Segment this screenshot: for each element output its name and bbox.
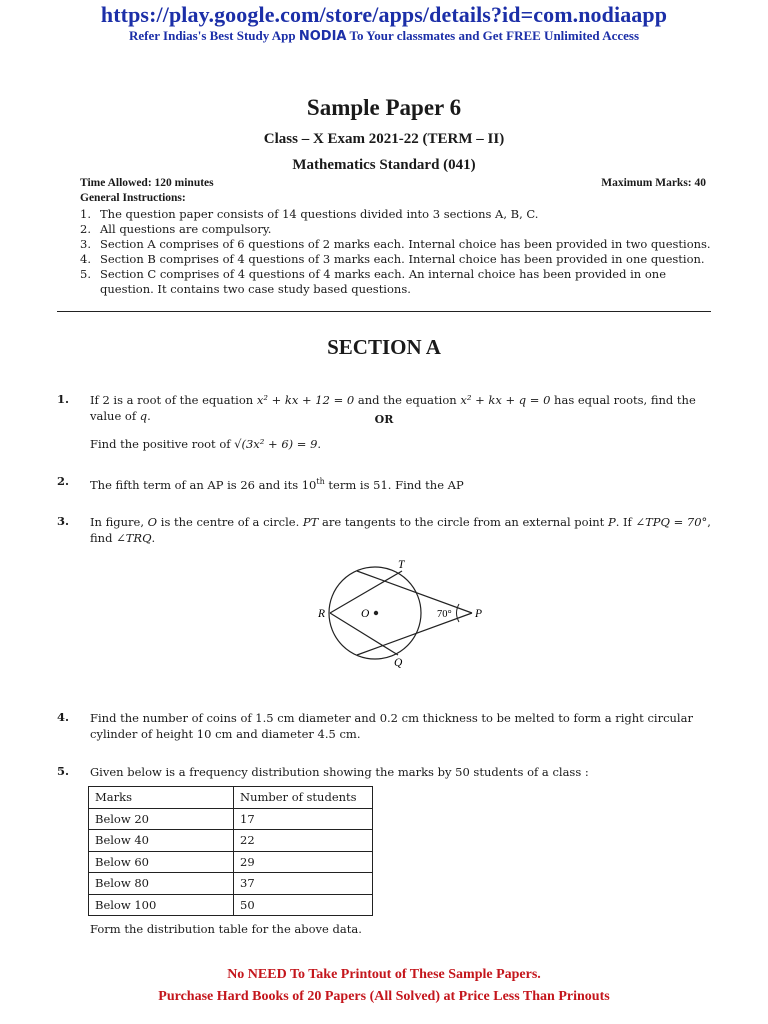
table-cell: 50 [234, 894, 373, 916]
instruction-text: Section A comprises of 6 questions of 2 marks each. Internal choice has been provided in two questions. [100, 237, 711, 251]
q3-centre-o: O [147, 515, 158, 529]
table-cell: Below 80 [89, 873, 234, 895]
q1-text-b: and the equation [354, 393, 461, 407]
instruction-text: Section C comprises of 4 questions of 4 marks each. An internal choice has been provided in one question. It contains two case study based questions. [100, 267, 667, 296]
q1-text-a: If 2 is a root of the equation [90, 393, 257, 407]
question-2-text [90, 474, 715, 493]
label-o: O [361, 608, 370, 620]
table-cell: Below 60 [89, 851, 234, 873]
tangent-pq-line [357, 613, 472, 655]
q2-superscript: th [316, 477, 325, 486]
referral-prefix: Refer Indias's Best Study App [128, 28, 299, 43]
table-header-cell: Number of students [234, 787, 373, 809]
angle-70-label: 70° [437, 609, 452, 620]
q1-equation-2: x² + kx + q = 0 [460, 393, 551, 407]
question-1-alternative [90, 436, 715, 452]
question-number: 5. [57, 764, 70, 778]
table-cell: 29 [234, 851, 373, 873]
q3-angle-trq: ∠TRQ [116, 531, 152, 545]
or-label: OR [374, 413, 394, 426]
q3-angle-tpq: ∠TPQ = 70° [635, 515, 708, 529]
q1-variable-q: q [139, 409, 148, 423]
question-5-text: Given below is a frequency distribution showing the marks by 50 students of a class : [90, 765, 589, 779]
q3-tangents-pt: PT [302, 515, 319, 529]
class-exam-line: Class – X Exam 2021-22 (TERM – II) [263, 131, 505, 147]
instruction-number: 4. [80, 252, 91, 266]
q1-text-d: . [147, 409, 151, 423]
label-p: P [475, 608, 483, 620]
marks-frequency-table [88, 786, 373, 916]
chord-rt-line [330, 571, 402, 613]
q2-text-b: term is 51. Find the AP [324, 477, 464, 492]
tangent-pt-line [357, 571, 472, 613]
table-cell: Below 100 [89, 894, 234, 916]
instructions-title: General Instructions: [80, 192, 186, 204]
table-cell: Below 20 [89, 808, 234, 830]
q3-text-a: In figure, [90, 515, 148, 529]
q1-equation-1: x² + kx + 12 = 0 [256, 393, 355, 407]
table-row [89, 808, 373, 830]
angle-arc [457, 604, 460, 622]
table-header-cell: Marks [89, 787, 234, 809]
instruction-number: 2. [80, 222, 91, 236]
table-row [89, 894, 373, 916]
q3-text-d: . If [615, 515, 636, 529]
q1-alt-end: . [317, 437, 322, 451]
instruction-text: The question paper consists of 14 questions divided into 3 sections A, B, C. [100, 207, 539, 221]
table-header-row [89, 787, 373, 809]
question-4-text: Find the number of coins of 1.5 cm diameter and 0.2 cm thickness to be melted to form a right circular cylinder of height 10 cm and diameter 4.5 cm. [90, 711, 693, 741]
q3-find-label: find [90, 531, 117, 545]
q1-alt-text: Find the positive root of [90, 437, 235, 451]
q1-text-c: has equal roots, find the value of [90, 393, 696, 423]
referral-suffix: To Your classmates and Get FREE Unlimited Access [346, 28, 640, 43]
question-number: 2. [57, 474, 70, 488]
circle-tangent-figure [310, 556, 510, 674]
q2-text-a: The fifth term of an AP is 26 and its 10 [90, 477, 317, 492]
time-allowed: Time Allowed: 120 minutes [80, 177, 214, 189]
table-row [89, 873, 373, 895]
question-number: 4. [57, 710, 70, 724]
divider [57, 311, 711, 312]
footer-notice: No NEED To Take Printout of These Sample Papers. [227, 967, 541, 982]
brand-name: NODIA [298, 29, 347, 44]
q3-point-p: P [607, 515, 616, 529]
table-row [89, 830, 373, 852]
maximum-marks: Maximum Marks: 40 [601, 177, 706, 189]
question-5-note: Form the distribution table for the above data. [90, 922, 362, 936]
question-number: 3. [57, 514, 70, 528]
app-link[interactable]: https://play.google.com/store/apps/details?id=com.nodiaapp [100, 2, 668, 27]
question-number: 1. [57, 392, 70, 406]
subject-line: Mathematics Standard (041) [292, 157, 476, 173]
instruction-number: 1. [80, 207, 91, 221]
footer-promo: Purchase Hard Books of 20 Papers (All Solved) at Price Less Than Prinouts [158, 989, 610, 1004]
referral-banner [0, 28, 768, 44]
table-cell: Below 40 [89, 830, 234, 852]
instruction-text: Section B comprises of 4 questions of 3 marks each. Internal choice has been provided in one question. [100, 252, 705, 266]
question-3-text [90, 514, 715, 546]
q1-alt-equation: √(3x² + 6) = 9 [234, 437, 318, 451]
q3-text-c: are tangents to the circle from an external point [318, 515, 608, 529]
paper-title: Sample Paper 6 [306, 95, 462, 120]
instruction-number: 5. [80, 267, 91, 281]
section-heading: SECTION A [327, 335, 441, 359]
table-cell: 22 [234, 830, 373, 852]
table-cell: 17 [234, 808, 373, 830]
instruction-text: All questions are compulsory. [100, 222, 272, 236]
centre-dot [374, 611, 378, 615]
table-cell: 37 [234, 873, 373, 895]
q3-find-end: . [151, 531, 156, 545]
label-r: R [318, 608, 326, 620]
label-t: T [398, 559, 405, 571]
label-q: Q [394, 657, 403, 669]
q3-text-e: , [707, 515, 711, 529]
table-row [89, 851, 373, 873]
q3-text-b: is the centre of a circle. [157, 515, 303, 529]
instruction-number: 3. [80, 237, 91, 251]
